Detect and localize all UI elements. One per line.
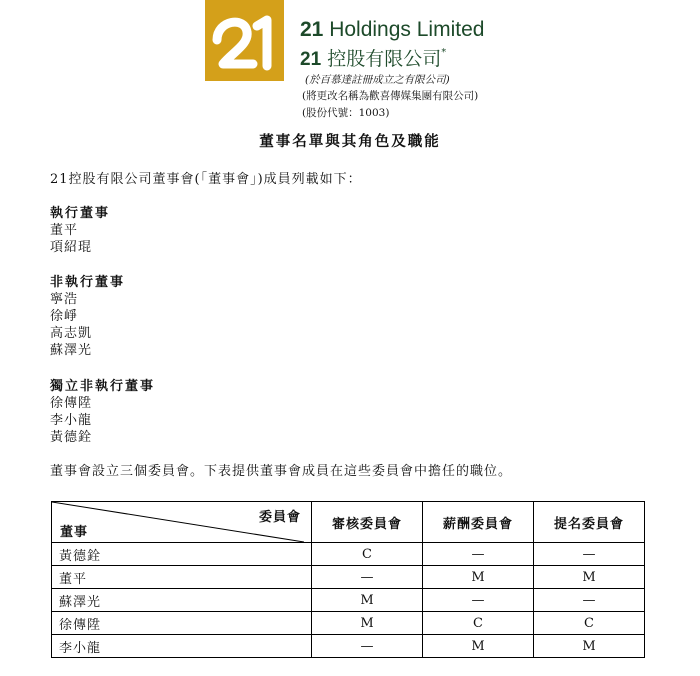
section-heading: 執行董事 xyxy=(50,206,111,221)
director-cell: 黃德銓 xyxy=(52,543,312,566)
table-corner-cell xyxy=(52,502,312,543)
table-row xyxy=(52,612,645,635)
table-row xyxy=(52,589,645,612)
intro-text: 21控股有限公司董事會(「董事會」)成員列載如下： xyxy=(50,172,362,187)
role-cell: M xyxy=(423,635,534,658)
role-cell: — xyxy=(423,543,534,566)
director-cell: 蘇澤光 xyxy=(52,589,312,612)
company-zh-num: 21 xyxy=(300,49,322,70)
role-cell: C xyxy=(534,612,645,635)
company-zh-name: 控股有限公司 xyxy=(327,48,442,70)
independent-directors-section xyxy=(50,378,155,446)
document-title: 董事名單與其角色及職能 xyxy=(259,133,441,150)
director-name: 黃德銓 xyxy=(50,430,93,445)
role-cell: M xyxy=(534,566,645,589)
director-name: 高志凱 xyxy=(50,326,93,341)
column-header: 提名委員會 xyxy=(534,502,645,543)
committee-axis-label: 委員會 xyxy=(258,510,301,525)
company-en-num: 21 xyxy=(300,18,324,41)
column-header: 審核委員會 xyxy=(312,502,423,543)
column-header: 薪酬委員會 xyxy=(423,502,534,543)
committee-note: 董事會設立三個委員會。下表提供董事會成員在這些委員會中擔任的職位。 xyxy=(50,464,513,479)
role-cell: — xyxy=(534,589,645,612)
company-zh-mark: * xyxy=(441,46,447,58)
company-name-zh xyxy=(300,44,446,71)
table-row xyxy=(52,543,645,566)
director-name: 董平 xyxy=(50,223,79,238)
company-name-en xyxy=(300,18,484,42)
table-header-row xyxy=(52,502,645,543)
incorporation-note: (於百慕達註冊成立之有限公司) xyxy=(305,74,450,86)
director-name: 項紹琨 xyxy=(50,240,93,255)
executive-directors-section xyxy=(50,205,110,256)
role-cell: C xyxy=(312,543,423,566)
director-name: 徐崢 xyxy=(50,309,79,324)
section-heading: 獨立非執行董事 xyxy=(50,379,156,394)
role-cell: M xyxy=(534,635,645,658)
role-cell: — xyxy=(312,566,423,589)
role-cell: — xyxy=(423,589,534,612)
director-axis-label: 董事 xyxy=(60,525,89,540)
committee-roles-table xyxy=(51,501,645,658)
company-en-name: Holdings Limited xyxy=(329,18,485,41)
role-cell: C xyxy=(423,612,534,635)
director-name: 李小龍 xyxy=(50,413,93,428)
role-cell: M xyxy=(312,612,423,635)
table-row xyxy=(52,635,645,658)
company-logo xyxy=(205,0,284,81)
role-cell: M xyxy=(312,589,423,612)
role-cell: M xyxy=(423,566,534,589)
stock-code-note: (股份代號：1003) xyxy=(302,107,390,119)
rename-note: (將更改名稱為歡喜傳媒集團有限公司) xyxy=(302,90,479,102)
role-cell: — xyxy=(534,543,645,566)
non-executive-directors-section xyxy=(50,274,125,359)
role-cell: — xyxy=(312,635,423,658)
director-cell: 徐傳陞 xyxy=(52,612,312,635)
section-heading: 非執行董事 xyxy=(50,275,126,290)
director-cell: 董平 xyxy=(52,566,312,589)
director-name: 蘇澤光 xyxy=(50,343,93,358)
director-name: 寧浩 xyxy=(50,292,79,307)
director-cell: 李小龍 xyxy=(52,635,312,658)
logo-21-mark xyxy=(205,0,284,81)
director-name: 徐傳陞 xyxy=(50,396,93,411)
table-row xyxy=(52,566,645,589)
